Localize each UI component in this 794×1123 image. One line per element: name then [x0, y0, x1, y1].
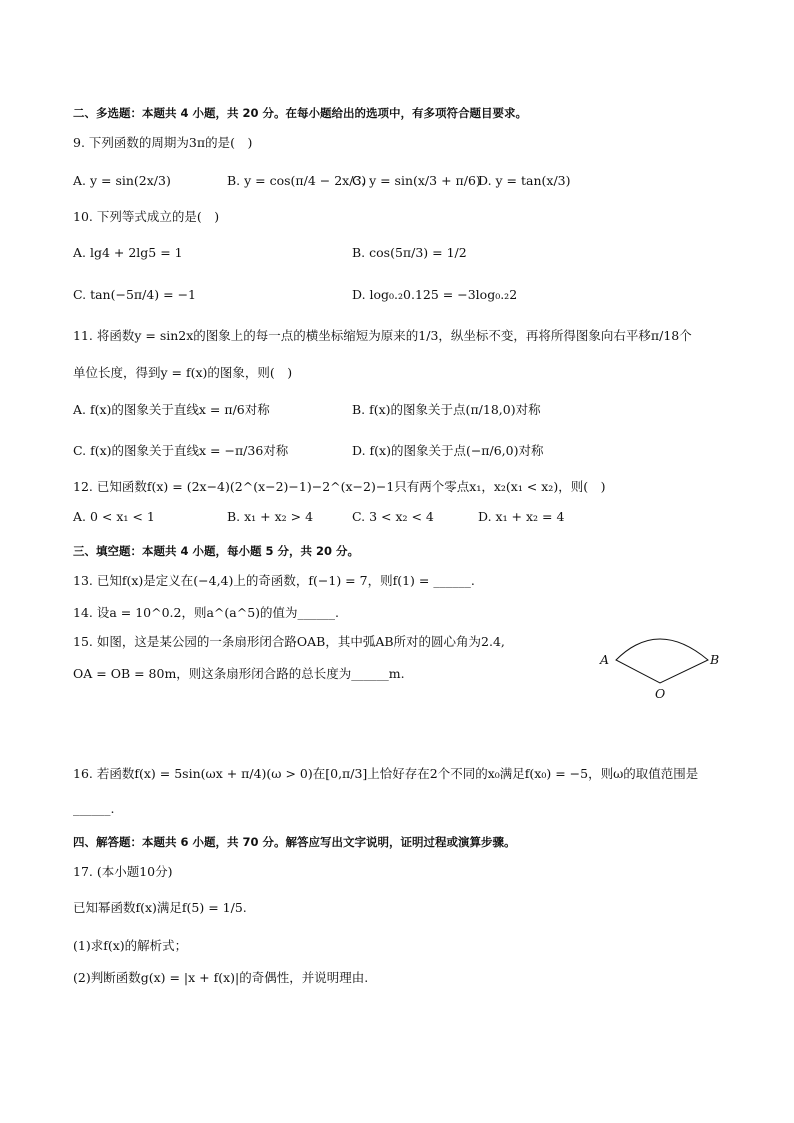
q15-stem-line2: OA = OB = 80m，则这条扇形闭合路的总长度为______m.	[73, 666, 405, 681]
q13-stem: 13. 已知f(x)是定义在(−4,4)上的奇函数，f(−1) = 7，则f(1) = ______.	[73, 573, 475, 588]
q9-option-c: C. y = sin(x/3 + π/6)	[352, 173, 481, 188]
q11-option-c: C. f(x)的图象关于直线x = −π/36对称	[73, 443, 289, 458]
q15-stem-line1: 15. 如图，这是某公园的一条扇形闭合路OAB，其中弧AB所对的圆心角为2.4,	[73, 634, 505, 649]
q17-part1: (1)求f(x)的解析式；	[73, 938, 188, 953]
q17-part2: (2)判断函数g(x) = |x + f(x)|的奇偶性，并说明理由.	[73, 970, 369, 985]
section-4-header: 四、解答题：本题共 6 小题，共 70 分。解答应写出文字说明，证明过程或演算步骤。	[73, 835, 516, 849]
sector-figure	[610, 628, 720, 690]
q12-option-a: A. 0 < x₁ < 1	[73, 509, 155, 524]
label-o: O	[655, 686, 666, 701]
label-a: A	[600, 652, 610, 667]
section-3-header: 三、填空题：本题共 4 小题，每小题 5 分，共 20 分。	[73, 544, 360, 558]
q9-option-a: A. y = sin(2x/3)	[73, 173, 171, 188]
q12-option-d: D. x₁ + x₂ = 4	[478, 509, 565, 524]
q14-stem: 14. 设a = 10^0.2，则a^(a^5)的值为______.	[73, 605, 340, 620]
q10-option-d: D. log₀.₂0.125 = −3log₀.₂2	[352, 287, 518, 302]
q11-stem-line2: 单位长度，得到y = f(x)的图象，则( )	[73, 365, 293, 380]
q9-option-b: B. y = cos(π/4 − 2x/3)	[227, 173, 367, 188]
q11-option-a: A. f(x)的图象关于直线x = π/6对称	[73, 402, 270, 417]
q11-option-b: B. f(x)的图象关于点(π/18,0)对称	[352, 402, 541, 417]
q10-option-c: C. tan(−5π/4) = −1	[73, 287, 196, 302]
q9-stem: 9. 下列函数的周期为3π的是( )	[73, 135, 253, 150]
q10-stem: 10. 下列等式成立的是( )	[73, 209, 220, 224]
q16-blank: ______.	[73, 801, 115, 816]
q17-title: 17. (本小题10分)	[73, 864, 173, 879]
q16-stem: 16. 若函数f(x) = 5sin(ωx + π/4)(ω > 0)在[0,π/3]上恰好存在2个不同的x₀满足f(x₀) = −5，则ω的取值范围是	[73, 766, 699, 781]
q12-option-b: B. x₁ + x₂ > 4	[227, 509, 314, 524]
q11-stem-line1: 11. 将函数y = sin2x的图象上的每一点的横坐标缩短为原来的1/3，纵坐标不变，再将所得图象向右平移π/18个	[73, 328, 692, 343]
q10-option-b: B. cos(5π/3) = 1/2	[352, 245, 467, 260]
q11-option-d: D. f(x)的图象关于点(−π/6,0)对称	[352, 443, 544, 458]
section-2-header: 二、多选题：本题共 4 小题，共 20 分。在每小题给出的选项中，有多项符合题目要求。	[73, 106, 528, 120]
q12-option-c: C. 3 < x₂ < 4	[352, 509, 434, 524]
q12-stem: 12. 已知函数f(x) = (2x−4)(2^(x−2)−1)−2^(x−2)−1只有两个零点x₁，x₂(x₁ < x₂)，则( )	[73, 479, 606, 494]
sector-outline	[616, 639, 708, 683]
label-b: B	[710, 652, 720, 667]
q9-option-d: D. y = tan(x/3)	[478, 173, 571, 188]
q10-option-a: A. lg4 + 2lg5 = 1	[73, 245, 183, 260]
q17-stem: 已知幂函数f(x)满足f(5) = 1/5.	[73, 900, 247, 915]
